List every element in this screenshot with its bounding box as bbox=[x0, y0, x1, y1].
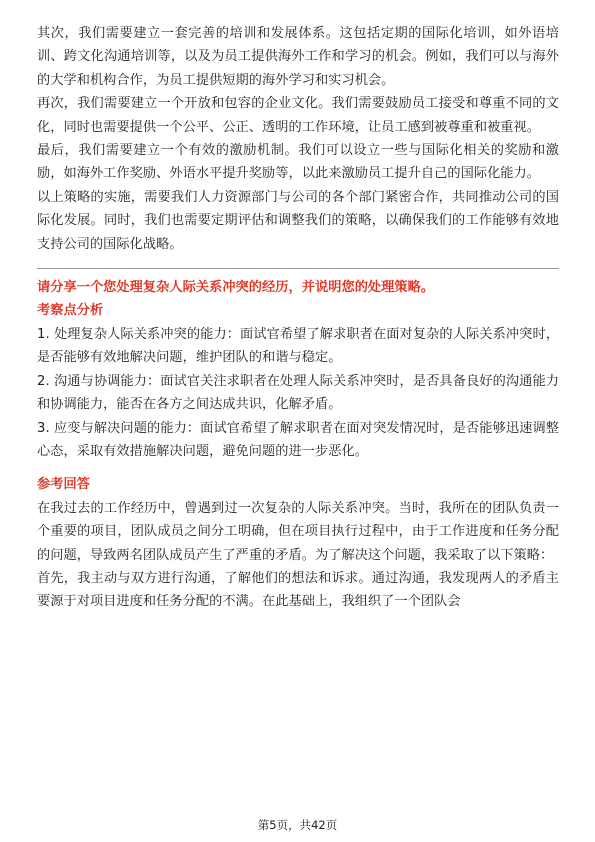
page-number-footer: 第5页，共42页 bbox=[257, 818, 338, 832]
section-divider bbox=[37, 268, 559, 269]
analysis-heading: 考察点分析 bbox=[37, 303, 104, 319]
body-paragraph: 以上策略的实施，需要我们人力资源部门与公司的各个部门紧密合作，共同推动公司的国际化发展。同时，我们也需要定期评估和调整我们的策略，以确保我们的工作能够有效地支持公司的国际化战略。 bbox=[37, 189, 559, 252]
answer-paragraph: 首先，我主动与双方进行沟通，了解他们的想法和诉求。通过沟通，我发现两人的矛盾主要源于对项目进度和任务分配的不满。在此基础上，我组织了一个团队会 bbox=[37, 570, 559, 610]
analysis-point: 1. 处理复杂人际关系冲突的能力：面试官希望了解求职者在面对复杂的人际关系冲突时，是否能够有效地解决问题，维护团队的和谐与稳定。 bbox=[37, 326, 559, 366]
body-paragraph: 最后，我们需要建立一个有效的激励机制。我们可以设立一些与国际化相关的奖励和激励，如海外工作奖励、外语水平提升奖励等，以此来激励员工提升自己的国际化能力。 bbox=[37, 143, 559, 182]
analysis-point: 2. 沟通与协调能力：面试官关注求职者在处理人际关系冲突时，是否具备良好的沟通能力和协调能力，能否在各方之间达成共识，化解矛盾。 bbox=[37, 373, 559, 413]
page-content bbox=[37, 22, 559, 614]
body-paragraph: 其次，我们需要建立一套完善的培训和发展体系。这包括定期的国际化培训，如外语培训、跨文化沟通培训等，以及为员工提供海外工作和学习的机会。例如，我们可以与海外的大学和机构合作，为员工提供短期的海外学习和实习机会。 bbox=[37, 26, 559, 88]
answer-heading: 参考回答 bbox=[37, 477, 90, 493]
spacer bbox=[37, 463, 559, 473]
answer-paragraph: 在我过去的工作经历中，曾遇到过一次复杂的人际关系冲突。当时，我所在的团队负责一个重要的项目，团队成员之间分工明确，但在项目执行过程中，由于工作进度和任务分配的问题，导致两名团队成员产生了严重的矛盾。为了解决这个问题，我采取了以下策略： bbox=[37, 500, 559, 563]
analysis-point: 3. 应变与解决问题的能力：面试官希望了解求职者在面对突发情况时，是否能够迅速调整心态，采取有效措施解决问题，避免问题的进一步恶化。 bbox=[37, 420, 559, 459]
interview-question: 请分享一个您处理复杂人际关系冲突的经历，并说明您的处理策略。 bbox=[37, 280, 435, 296]
body-paragraph: 再次，我们需要建立一个开放和包容的企业文化。我们需要鼓励员工接受和尊重不同的文化，同时也需要提供一个公平、公正、透明的工作环境，让员工感到被尊重和被重视。 bbox=[37, 96, 559, 135]
